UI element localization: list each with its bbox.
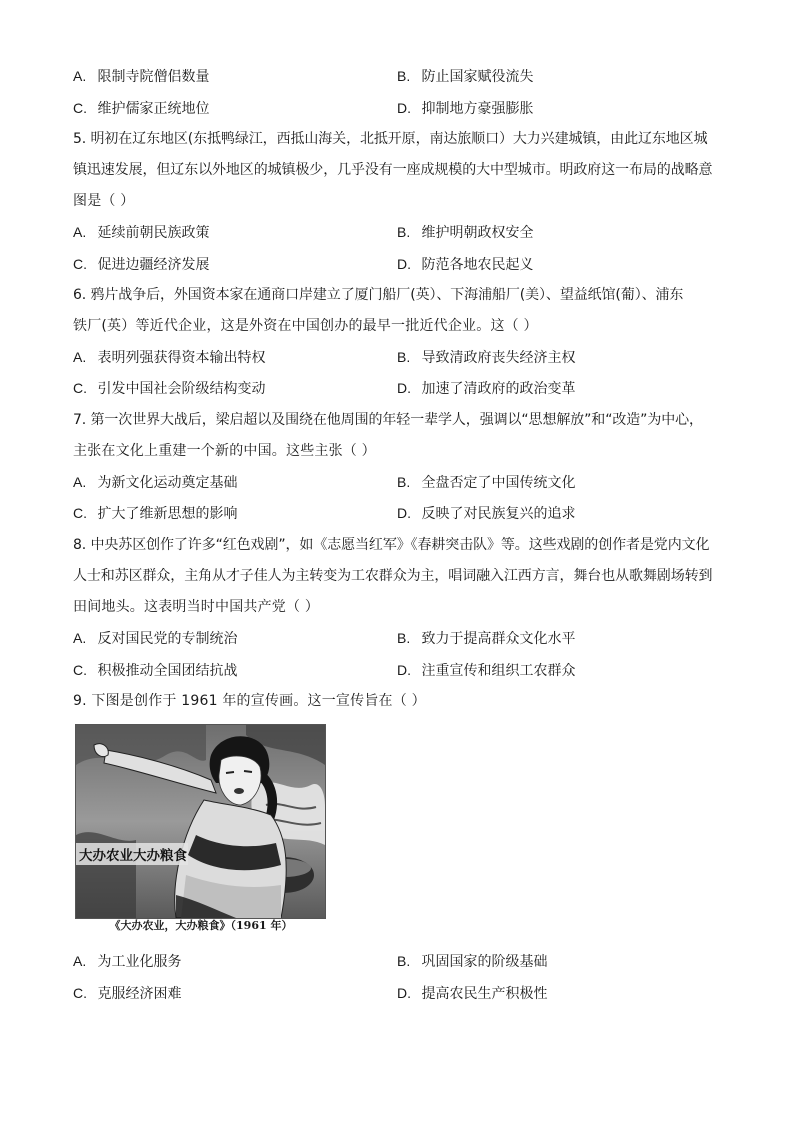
option-letter: D. [397,100,411,116]
option-text: 引发中国社会阶级结构变动 [97,381,266,397]
option-text: 表明列强获得资本输出特权 [97,350,266,366]
q5-stem-line-2: 镇迅速发展，但辽东以外地区的城镇极少，几乎没有一座成规模的大中型城市。明政府这一布局的战略意 [73,162,713,178]
option-text: 致力于提高群众文化水平 [421,631,576,647]
option-letter: D. [397,662,411,678]
option-text: 为新文化运动奠定基础 [97,475,238,491]
q5-option-b[interactable] [397,222,533,243]
figure-caption: 《大办农业，大办粮食》（1961 年） [109,919,293,932]
option-text: 维护儒家正统地位 [97,101,210,117]
q6-option-b[interactable] [397,347,575,368]
q7-option-a[interactable] [73,472,237,493]
option-text: 加速了清政府的政治变革 [421,381,576,397]
q9-option-a[interactable] [73,951,181,972]
option-letter: B. [397,224,411,240]
option-text: 全盘否定了中国传统文化 [421,475,576,491]
poster-illustration [76,725,325,918]
q7-stem-line-2: 主张在文化上重建一个新的中国。这些主张（ ） [73,443,376,459]
option-text: 提高农民生产积极性 [421,986,548,1002]
q8-stem-line-1: 8. 中央苏区创作了许多“红色戏剧”，如《志愿当红军》《春耕突击队》等。这些戏剧的创作者是党内文化 [73,537,710,553]
q6-stem-line-1: 6. 鸦片战争后，外国资本家在通商口岸建立了厦门船厂(英）、下海浦船厂(美）、望益纸馆(葡）、浦东 [73,287,684,303]
q7-stem-line-1: 7. 第一次世界大战后，梁启超以及围绕在他周围的年轻一辈学人，强调以“思想解放”和“改造”为中心， [73,412,703,428]
option-letter: D. [397,985,411,1001]
option-text: 克服经济困难 [97,986,182,1002]
q7-option-b[interactable] [397,472,575,493]
option-letter: C. [73,380,87,396]
q8-option-c[interactable] [73,660,237,681]
option-text: 注重宣传和组织工农群众 [421,663,576,679]
q9-stem-line-1: 9. 下图是创作于 1961 年的宣传画。这一宣传旨在（ ） [73,693,426,709]
q6-option-a[interactable] [73,347,265,368]
option-letter: B. [397,630,411,646]
option-letter: A. [73,68,87,84]
q4-option-b[interactable] [397,66,533,87]
q5-option-c[interactable] [73,254,209,275]
q5-option-a[interactable] [73,222,209,243]
option-letter: C. [73,985,87,1001]
q7-option-c[interactable] [73,503,237,524]
option-letter: C. [73,100,87,116]
option-letter: A. [73,349,87,365]
q8-stem-line-3: 田间地头。这表明当时中国共产党（ ） [73,599,320,615]
option-letter: D. [397,380,411,396]
option-letter: A. [73,474,87,490]
option-text: 维护明朝政权安全 [421,225,534,241]
option-letter: C. [73,505,87,521]
q8-stem-line-2: 人士和苏区群众，主角从才子佳人为主转变为工农群众为主，唱词融入江西方言，舞台也从歌舞剧场转到 [73,568,713,584]
option-letter: B. [397,474,411,490]
option-text: 巩固国家的阶级基础 [421,954,548,970]
q8-option-a[interactable] [73,628,237,649]
option-text: 反映了对民族复兴的追求 [421,506,576,522]
q4-option-c[interactable] [73,98,209,119]
option-letter: A. [73,630,87,646]
q4-option-d[interactable] [397,98,533,119]
q9-option-c[interactable] [73,983,181,1004]
option-letter: C. [73,256,87,272]
option-text: 导致清政府丧失经济主权 [421,350,576,366]
option-text: 延续前朝民族政策 [97,225,210,241]
option-text: 为工业化服务 [97,954,182,970]
option-letter: A. [73,224,87,240]
option-text: 防范各地农民起义 [421,257,534,273]
option-text: 抑制地方豪强膨胀 [421,101,534,117]
q6-option-d[interactable] [397,378,575,399]
option-letter: B. [397,68,411,84]
q6-stem-line-2: 铁厂(英）等近代企业，这是外资在中国创办的最早一批近代企业。这（ ） [73,318,538,334]
q4-option-a[interactable] [73,66,209,87]
q9-option-b[interactable] [397,951,547,972]
option-letter: D. [397,256,411,272]
q5-stem-line-3: 图是（ ） [73,193,135,209]
option-letter: C. [73,662,87,678]
poster-slogan: 大办农业大办粮食 [79,848,187,864]
option-text: 反对国民党的专制统治 [97,631,238,647]
option-letter: A. [73,953,87,969]
q6-option-c[interactable] [73,378,265,399]
option-text: 积极推动全国团结抗战 [97,663,238,679]
q5-option-d[interactable] [397,254,533,275]
propaganda-poster-image [75,724,326,919]
option-text: 防止国家赋役流失 [421,69,534,85]
option-text: 限制寺院僧侣数量 [97,69,210,85]
q8-option-d[interactable] [397,660,575,681]
option-letter: B. [397,953,411,969]
option-text: 促进边疆经济发展 [97,257,210,273]
option-text: 扩大了维新思想的影响 [97,506,238,522]
option-letter: D. [397,505,411,521]
q9-option-d[interactable] [397,983,547,1004]
q5-stem-line-1: 5. 明初在辽东地区(东抵鸭绿江，西抵山海关，北抵开原，南达旅顺口）大力兴建城镇，由此辽东地区城 [73,131,708,147]
q8-option-b[interactable] [397,628,575,649]
option-letter: B. [397,349,411,365]
q7-option-d[interactable] [397,503,575,524]
